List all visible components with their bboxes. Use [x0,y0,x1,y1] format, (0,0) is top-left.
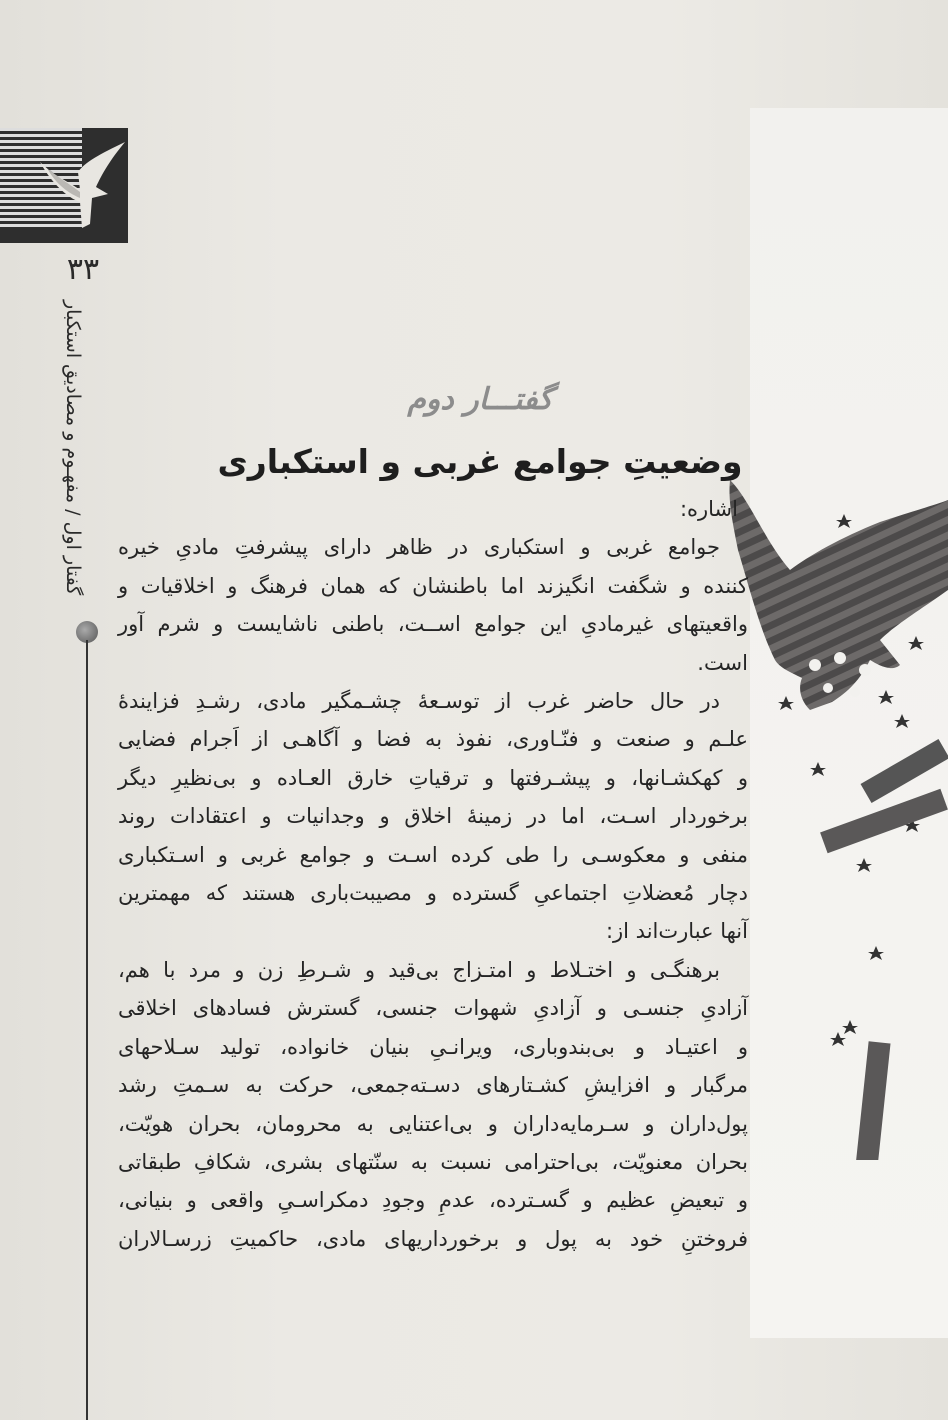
paragraph-2-line-4: برخوردار اسـت، اما در زمینهٔ اخلاق و وجدانیات و اعتقادات روند [118,804,748,829]
running-head: گفتار اول / مفهـوم و مصادیق استکبار [62,300,84,596]
section-label: گفتـــار دوم [407,382,553,417]
paragraph-2-line-6: دچار مُعضلاتِ اجتماعیِ گسترده و مصیبت‌باری هستند که مهمترین [118,881,748,906]
paragraph-3-line-2: آزادیِ جنسـی و آزادیِ شهوات جنسی، گسترش فسادهای اخلاقی [118,996,748,1021]
page-title: وضعیتِ جوامع غربی و استکباری [217,442,743,481]
paragraph-3-line-5: پول‌داران و سـرمایه‌داران و بی‌اعتنایی به محرومان، بحران هویّت، [118,1111,748,1136]
paragraph-1-line-2: کننده و شگفت انگیزند اما باطنشان که همان فرهنگ و اخلاقیات و [118,573,748,598]
paragraph-3-line-6: بحران معنویّت، بی‌احترامی نسبت به سنّتهای بشری، شکافِ طبقاتی [118,1149,748,1174]
paragraph-3-line-1: برهنگـی و اختـلاط و امتـزاج بی‌قید و شـرطِ زن و مرد با هم، [118,957,720,982]
paragraph-1-line-1: جوامع غربی و استکباری در ظاهر دارای پیشرفتِ مادیِ خیره [118,535,720,560]
eagle-emblem-icon [30,132,135,232]
paragraph-3-line-3: و اعتیـاد و بی‌بندوباری، ویرانـیِ بنیان خانواده، تولید سـلاحهای [118,1034,748,1059]
paragraph-3-line-7: و تبعیضِ عظیم و گسـترده، عدمِ وجودِ دمکراسـیِ واقعی و بنیانی، [118,1188,748,1213]
note-label: اشاره: [679,497,738,521]
paragraph-2-last-line: آنها عبارت‌اند از: [605,919,748,944]
paragraph-2-line-2: علـم و صنعت و فنّـاوری، نفوذ به فضا و آگاهـی از اَجرام فضایی [118,727,748,752]
paragraph-2-line-3: و کهکشـانها، و پیشـرفتها و ترقیاتِ خارق العـاده و بی‌نظیرِ دیگر [118,765,748,790]
eagle-flag-illustration-icon [720,460,948,1160]
paragraph-1-line-3: واقعیتهای غیرمادیِ این جوامع اســت، باطنی ناشایست و شرم آور [118,612,748,637]
margin-rule [86,640,88,1420]
paragraph-1-last-line: است. [697,650,748,675]
page-number: ۳۳ [66,252,100,287]
paragraph-2-line-1: در حال حاضر غرب از توسـعهٔ چشـمگیر مادی، رشـدِ فزایندهٔ [118,689,720,714]
paragraph-3-line-4: مرگبار و افزایشِ کشـتارهای دسـته‌جمعی، حرکت به سـمتِ رشد [118,1073,748,1098]
paragraph-3-line-8: فروختنِ خود به پول و برخورداریهای مادی، حاکمیتِ زرسـالاران [118,1226,748,1251]
body-text [118,490,748,1258]
paragraph-2-line-5: منفی و معکوسـی را طی کرده اسـت و جوامع غربی و اسـتکباری [118,842,748,867]
